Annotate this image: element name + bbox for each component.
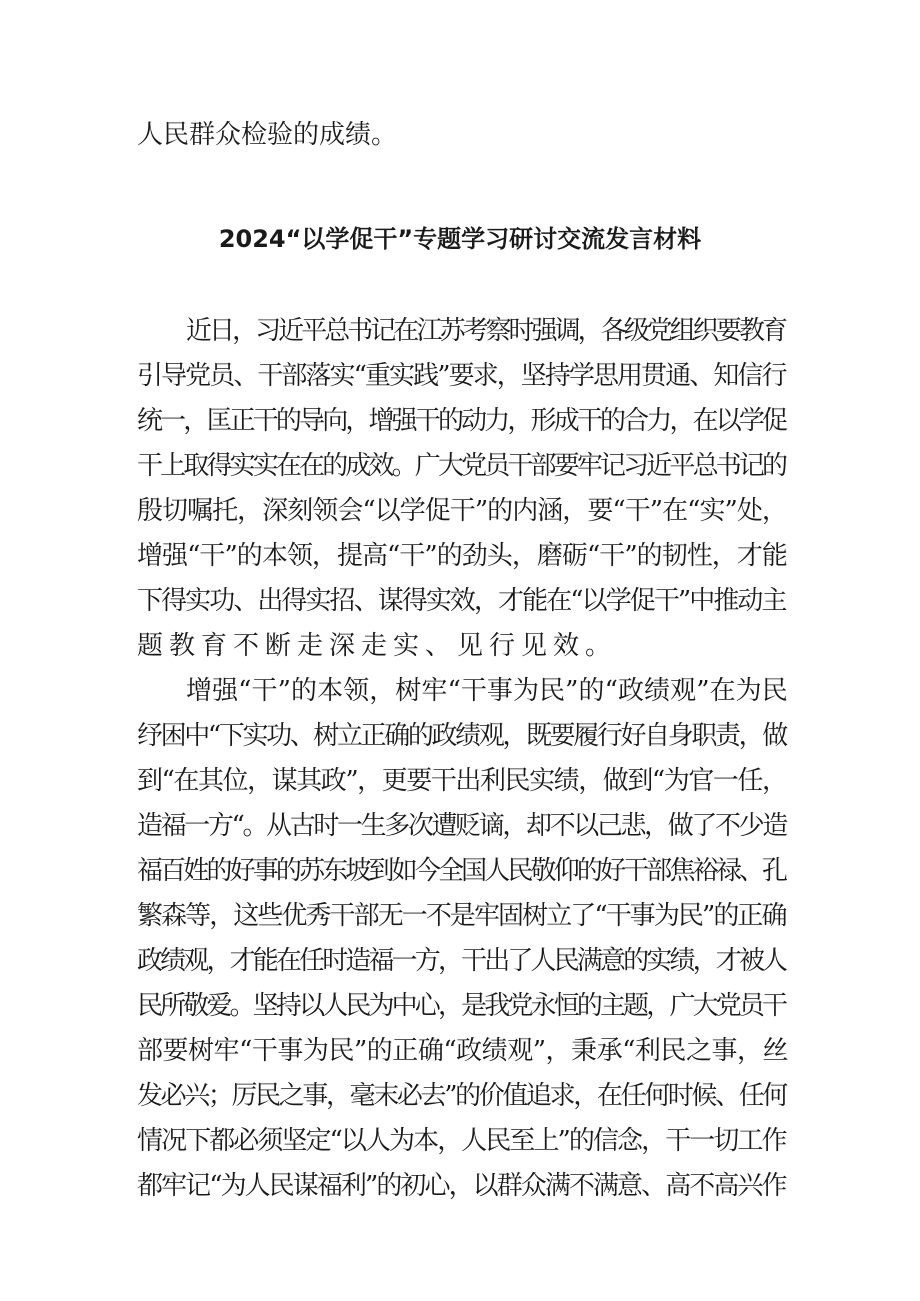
paragraph-2-line: 到“在其位，谋其政”，更要干出利民实绩，做到“为官一任， — [137, 766, 787, 796]
paragraph-2-line: 福百姓的好事的苏东坡到如今全国人民敬仰的好干部焦裕禄、孔 — [137, 856, 786, 886]
paragraph-1-line: 增强“干”的本领，提高“干”的劲头，磨砺“干”的韧性，才能 — [137, 541, 787, 571]
paragraph-2-line: 纾困中“下实功、树立正确的政绩观，既要履行好自身职责，做 — [137, 721, 786, 751]
paragraph-2-line: 都牢记“为人民谋福利”的初心，以群众满不满意、高不高兴作 — [137, 1171, 786, 1201]
paragraph-2-line: 部要树牢“干事为民”的正确“政绩观”，秉承“利民之事，丝 — [137, 1036, 789, 1066]
paragraph-2-line: 情况下都必须坚定“以人为本，人民至上”的信念，干一切工作 — [137, 1126, 786, 1156]
paragraph-1-line: 引导党员、干部落实“重实践”要求，坚持学思用贯通、知信行 — [137, 361, 786, 391]
paragraph-1-line: 下得实功、出得实招、谋得实效，才能在“以学促干”中推动主 — [137, 586, 786, 616]
paragraph-1-line: 题教育不断走深走实、见行见效。 — [137, 631, 618, 661]
document-title: 2024“以学促干”专题学习研讨交流发言材料 — [218, 225, 702, 253]
paragraph-2-line: 民所敬爱。坚持以人民为中心，是我党永恒的主题，广大党员干 — [137, 991, 786, 1021]
paragraph-2-line: 政绩观，才能在任时造福一方，干出了人民满意的实绩，才被人 — [137, 946, 786, 976]
paragraph-1-line: 殷切嘱托，深刻领会“以学促干”的内涵，要“干”在“实”处， — [137, 496, 787, 526]
paragraph-2-line: 造福一方“。从古时一生多次遭贬谪，却不以己悲，做了不少造 — [137, 811, 786, 841]
paragraph-1-line: 干上取得实实在在的成效。广大党员干部要牢记习近平总书记的 — [137, 451, 786, 481]
paragraph-2-line: 增强“干”的本领，树牢“干事为民”的“政绩观”在为民 — [186, 676, 788, 706]
carryover-line: 人民群众检验的成绩。 — [137, 120, 398, 150]
paragraph-1-line: 近日，习近平总书记在江苏考察时强调，各级党组织要教育 — [186, 316, 786, 346]
paragraph-2-line: 发必兴；厉民之事，毫末必去”的价值追求，在任何时候、任何 — [137, 1081, 786, 1111]
paragraph-1-line: 统一，匡正干的导向，增强干的动力，形成干的合力，在以学促 — [137, 406, 786, 436]
paragraph-2-line: 繁森等，这些优秀干部无一不是牢固树立了“干事为民”的正确 — [137, 901, 786, 931]
